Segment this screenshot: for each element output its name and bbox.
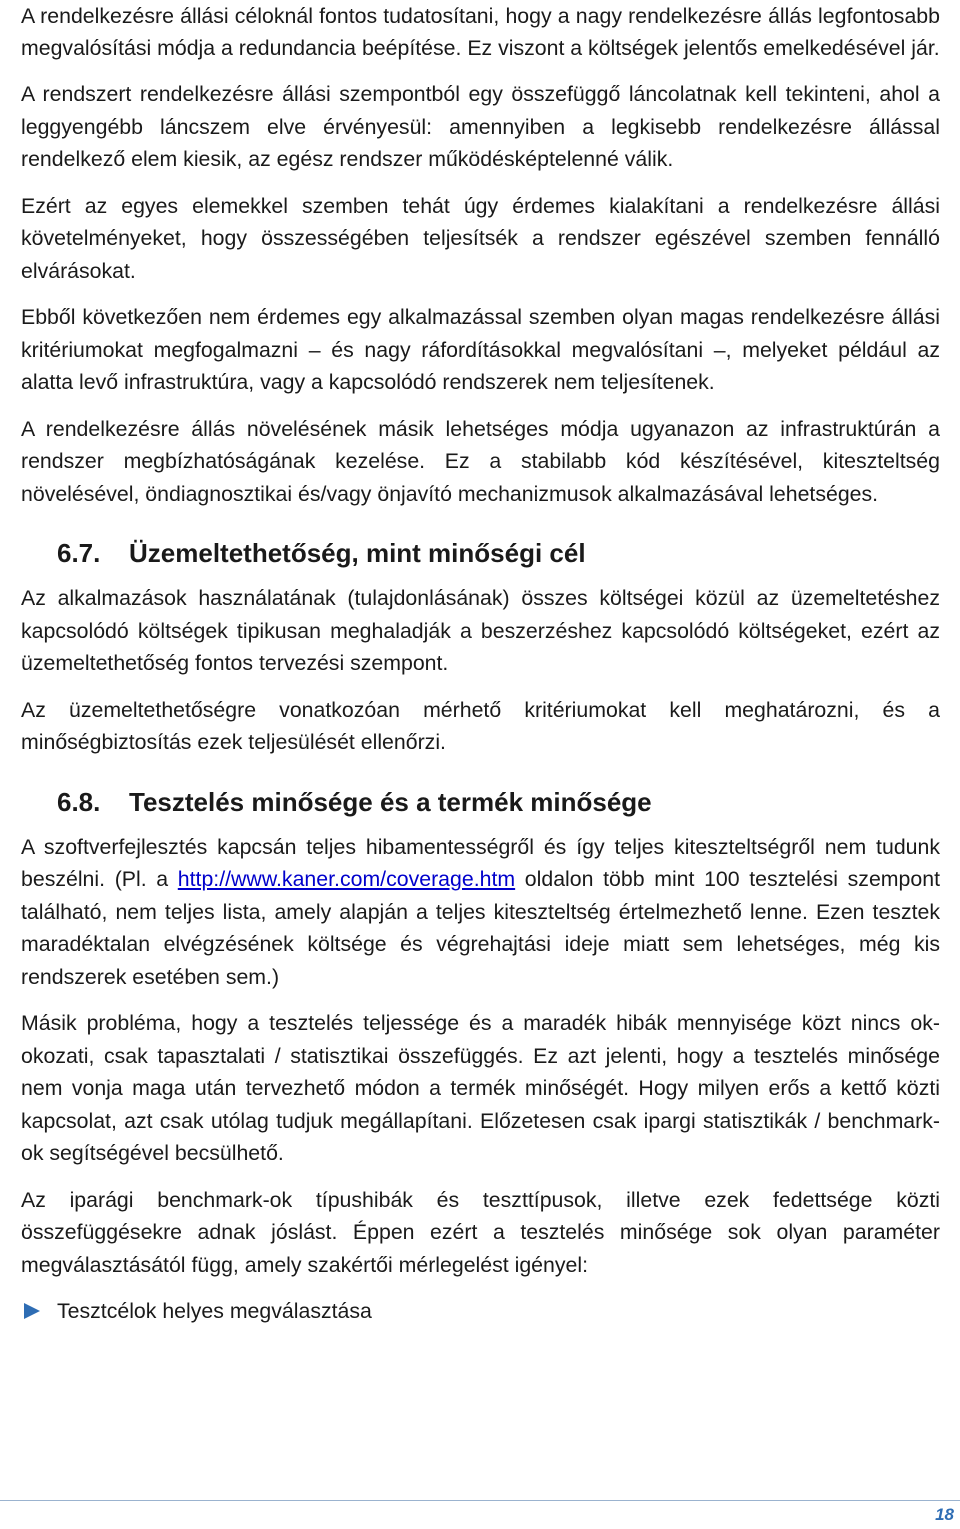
paragraph-availability-redundancy: A rendelkezésre állási céloknál fontos tudatosítani, hogy a nagy rendelkezésre állás legfontosabb megvalósítási módja a redundancia beépítése. Ez viszont a költségek jelentős emelkedésével jár. <box>21 4 940 60</box>
coverage-link[interactable]: http://www.kaner.com/coverage.htm <box>177 867 516 891</box>
section-heading-6-8 <box>57 785 940 819</box>
page-number: 18 <box>935 1505 954 1524</box>
section-number: 6.8. <box>57 786 101 817</box>
bullet-text: Tesztcélok helyes megválasztása <box>57 1299 372 1323</box>
section-number: 6.7. <box>57 538 101 568</box>
paragraph-weakest-link: A rendszert rendelkezésre állási szempontból egy összefüggő láncolatnak kell tekinteni, ahol a leggyengébb láncszem elve érvényesül: amennyiben a legkisebb rendelkezésre állással rendelkező elem kiesik, az egész rendszer működésképtelenné válik. <box>21 82 940 171</box>
section-title: Tesztelés minősége és a termék minősége <box>129 786 652 817</box>
paragraph-test-quality: Másik probléma, hogy a tesztelés teljessége és a maradék hibák mennyisége közt nincs ok-okozati, csak tapasztalati / statisztikai összefüggés. Ez azt jelenti, hogy a tesztelés minősége nem vonja maga után tervezhető módon a termék minőségét. Hogy milyen erős a kettő közti kapcsolat, azt csak utólag tudjuk megállapítani. Előzetesen csak ipargi statisztikák / benchmark-ok segítségével becsülhető. <box>21 1011 940 1165</box>
section-heading-6-7 <box>57 536 940 570</box>
bullet-item <box>21 1295 940 1327</box>
paragraph-application-criteria: Ebből következően nem érdemes egy alkalmazással szemben olyan magas rendelkezésre állási kritériumokat megfogalmazni – és nagy ráfordításokkal megvalósítani –, melyeket például az alatta levő infrastruktúra, vagy a kapcsolódó rendszerek nem teljesítenek. <box>21 305 940 394</box>
footer-divider <box>0 1500 960 1501</box>
paragraph-reliability: A rendelkezésre állás növelésének másik lehetséges módja ugyanazon az infrastruktúrán a rendszer megbízhatóságának kezelése. Ez a stabilabb kód készítésével, kiteszteltség növelésével, öndiagnosztikai és/vagy önjavító mechanizmusok alkalmazásával lehetséges. <box>21 416 940 506</box>
triangle-bullet-icon <box>24 1303 40 1319</box>
paragraph-text: A szoftverfejlesztés kapcsán teljes hibamentességről és így teljes kiteszteltségről nem tudunk beszélni. (Pl. a <box>21 834 940 891</box>
paragraph-test-completeness <box>21 831 940 994</box>
paragraph-element-requirements: Ezért az egyes elemekkel szemben tehát úgy érdemes kialakítani a rendelkezésre állási követelményeket, hogy összességében teljesítsék a rendszer egészével szemben fennálló elvárásokat. <box>21 193 940 283</box>
document-page <box>21 0 940 1327</box>
paragraph-operability-criteria: Az üzemeltethetőségre vonatkozóan mérhető kritériumokat kell meghatározni, és a minőségbiztosítás ezek teljesülését ellenőrzi. <box>21 697 940 754</box>
paragraph-operating-costs: Az alkalmazások használatának (tulajdonlásának) összes költségei közül az üzemeltetéshez kapcsolódó költségek tipikusan meghaladják a beszerzéshez kapcsolódó költségeket, ezért az üzemeltethetőség fontos tervezési szempont. <box>21 586 940 675</box>
paragraph-text: oldalon több mint 100 tesztelési szempont található, nem teljes lista, amely alapján a teljes kiteszteltség értelmezhető lenne. Ezen tesztek maradéktalan elvégzésének költsége és végrehajtási ideje miatt sem lehetséges, még kis rendszerek esetében sem.) <box>21 867 940 989</box>
paragraph-benchmarks: Az iparági benchmark-ok típushibák és teszttípusok, illetve ezek fedettsége közti összefüggésekre adnak jóslást. Éppen ezért a tesztelés minősége sok olyan paraméter megválasztásától függ, amely szakértői mérlegelést igényel: <box>21 1187 940 1277</box>
section-title: Üzemeltethetőség, mint minőségi cél <box>129 538 586 568</box>
